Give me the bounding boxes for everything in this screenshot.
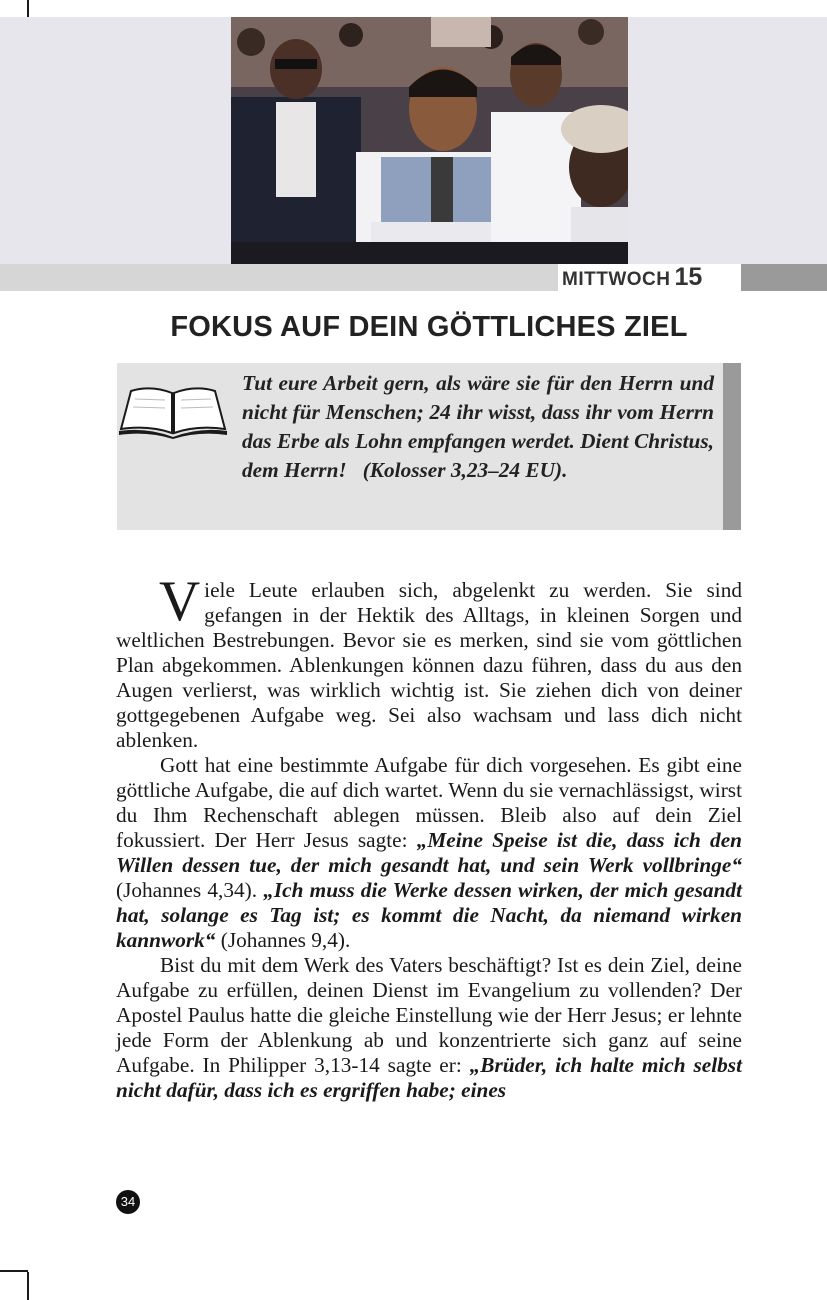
open-bible-icon <box>117 385 229 439</box>
congregation-photo <box>231 17 628 264</box>
quote-john-9-4: „Ich muss die Werke dessen wirken, der mich gesandt hat, solange es Tag ist; es kommt die Nacht, da niemand wirken kannwork“ <box>116 878 742 952</box>
date-bar-left-stripe <box>0 264 558 291</box>
paragraph-3-text: Bist du mit dem Werk des Vaters beschäftigt? Ist es dein Ziel, deine Aufgabe zu erfüllen, deinen Dienst im Evangelium zu vollenden? Der Apostel Paulus hatte die gleiche Einstellung wie der Herr Jesus; er lehnte jede Form der Ablenkung ab und konzentrierte sich ganz auf seine Aufgabe. In Philipper 3,13-14 sagte er: <box>116 953 742 1077</box>
crop-mark-bottom <box>0 1270 28 1272</box>
paragraph-2-text-a: Gott hat eine bestimmte Aufgabe für dich vorgesehen. Es gibt eine göttliche Aufgabe, die auf dich wartet. Wenn du sie vernachlässigst, wirst du Ihm Rechenschaft ablegen müssen. Bleib also auf dein Ziel fokussiert. Der Herr Jesus sagte: <box>116 753 742 852</box>
page-number: 34 <box>116 1190 140 1214</box>
devotional-body <box>116 570 742 1103</box>
photo-illustration <box>231 17 628 264</box>
date-bar-right-stripe <box>741 264 827 291</box>
paragraph-2-text-c: (Johannes 9,4). <box>215 928 351 952</box>
page-title: FOKUS AUF DEIN GÖTTLICHES ZIEL <box>170 311 688 343</box>
paragraph-2 <box>116 753 742 953</box>
weekday: MITTWOCH <box>562 269 671 290</box>
quote-john-4-34: „Meine Speise ist die, dass ich den Willen dessen tue, der mich gesandt hat, und sein Werk vollbringe“ <box>116 828 742 877</box>
verse-box <box>117 363 723 530</box>
verse-reference: (Kolosser 3,23–24 EU). <box>362 458 568 482</box>
drop-cap: V <box>159 570 201 633</box>
paragraph-1-text: iele Leute erlauben sich, abgelenkt zu werden. Sie sind gefangen in der Hektik des Alltags, in kleinen Sorgen und weltlichen Bestrebungen. Bevor sie es merken, sind sie vom göttlichen Plan abgekommen. Ablenkungen können dazu führen, dass du aus den Augen verlierst, was wirklich wichtig ist. Sie ziehen dich von deiner gottgegebenen Aufgabe weg. Sei also wachsam und lass dich nicht ablenken. <box>116 578 742 752</box>
verse-body: Tut eure Arbeit gern, als wäre sie für den Herrn und nicht für Menschen; 24 ihr wisst, dass ihr vom Herrn das Erbe als Lohn empfangen werdet. Dient Christus, dem Herrn! <box>242 371 714 482</box>
verse-text <box>242 369 714 485</box>
date-bar <box>0 264 827 291</box>
quote-philippians-3-13: „Brüder, ich halte mich selbst nicht dafür, dass ich es ergriffen habe; eines <box>116 1053 742 1102</box>
date-label <box>562 264 702 291</box>
crop-mark-bottom-vertical <box>27 1272 29 1300</box>
paragraph-1 <box>116 570 742 753</box>
paragraph-2-text-b: (Johannes 4,34). <box>116 878 264 902</box>
paragraph-3 <box>116 953 742 1103</box>
day-number: 15 <box>674 263 703 291</box>
verse-box-side-bar <box>723 363 741 530</box>
